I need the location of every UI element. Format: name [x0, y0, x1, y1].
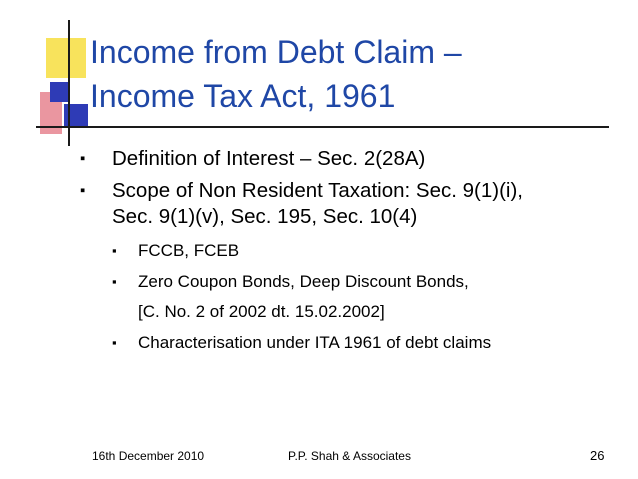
square-bullet-icon: ▪	[112, 274, 117, 289]
slide-title	[90, 30, 610, 118]
square-bullet-icon: ▪	[80, 182, 86, 199]
sub-bullet-text: Characterisation under ITA 1961 of debt claims	[138, 333, 492, 352]
sub-bullet-item-fccb	[112, 240, 620, 262]
bullet-text-line-2: Sec. 9(1)(v), Sec. 195, Sec. 10(4)	[112, 205, 418, 228]
decorative-blue-square	[50, 82, 70, 102]
sub-bullet-item-characterisation	[112, 332, 620, 354]
square-bullet-icon: ▪	[80, 150, 86, 167]
page-number: 26	[590, 448, 605, 463]
footer-date: 16th December 2010	[92, 449, 205, 463]
slide-title-line-2: Income Tax Act, 1961	[90, 78, 396, 114]
sub-bullet-text: FCCB, FCEB	[138, 241, 240, 260]
sub-bullet-list	[112, 240, 620, 354]
bullet-item-scope-non-resident-taxation	[80, 178, 620, 354]
sub-bullet-item-zero-coupon-bonds	[112, 271, 620, 323]
footer-organization: P.P. Shah & Associates	[288, 449, 411, 463]
square-bullet-icon: ▪	[112, 335, 117, 350]
bullet-item-definition-of-interest	[80, 146, 620, 172]
square-bullet-icon: ▪	[112, 243, 117, 258]
bullet-text: Definition of Interest – Sec. 2(28A)	[112, 147, 426, 170]
title-underline	[36, 126, 609, 128]
slide-title-line-1: Income from Debt Claim –	[90, 34, 462, 70]
decorative-yellow-square	[46, 38, 86, 78]
bullet-text-line-1: Scope of Non Resident Taxation: Sec. 9(1)(i),	[112, 179, 523, 202]
sub-bullet-text-line-2: [C. No. 2 of 2002 dt. 15.02.2002]	[138, 302, 385, 321]
bullet-list	[80, 146, 620, 363]
sub-bullet-text-line-1: Zero Coupon Bonds, Deep Discount Bonds,	[138, 272, 469, 291]
